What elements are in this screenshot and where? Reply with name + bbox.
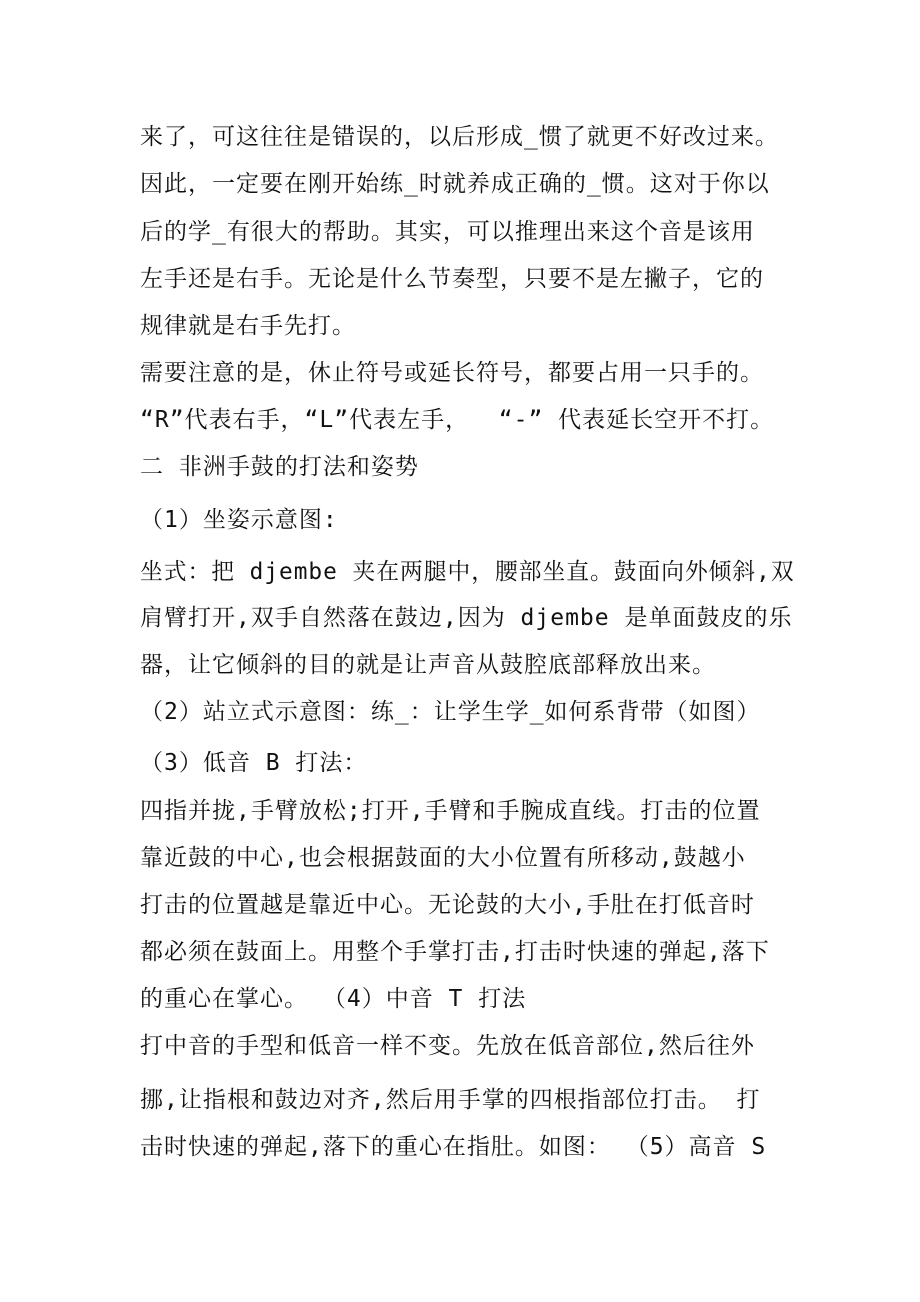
text-line: 都必须在鼓面上。用整个手掌打击,打击时快速的弹起,落下	[140, 939, 770, 965]
subsection-heading: （2）站立式示意图：练_：让学生学_如何系背带（如图）	[140, 699, 761, 725]
text-line: 因此，一定要在刚开始练_时就养成正确的_惯。这对于你以	[140, 171, 770, 197]
text-line: 的重心在掌心。 （4）中音 T 打法	[140, 986, 527, 1012]
text-line: 肩臂打开,双手自然落在鼓边,因为 djembe 是单面鼓皮的乐	[140, 605, 793, 631]
text-line: 规律就是右手先打。	[140, 313, 356, 339]
text-line: 击时快速的弹起,落下的重心在指肚。如图： （5）高音 S	[140, 1134, 767, 1160]
text-line: 器，让它倾斜的目的就是让声音从鼓腔底部释放出来。	[140, 652, 716, 678]
text-line: 挪,让指根和鼓边对齐,然后用手掌的四根指部位打击。 打	[140, 1087, 761, 1113]
subsection-heading: （1）坐姿示意图:	[140, 507, 338, 533]
text-line: 坐式：把 djembe 夹在两腿中，腰部坐直。鼓面向外倾斜,双	[140, 559, 795, 585]
text-line: 打击的位置越是靠近中心。无论鼓的大小,手肚在打低音时	[140, 892, 755, 918]
text-line: “R”代表右手，“L”代表左手， “-” 代表延长空开不打。	[140, 407, 775, 433]
section-heading: 二 非洲手鼓的打法和姿势	[140, 454, 419, 480]
text-line: 打中音的手型和低音一样不变。先放在低音部位,然后往外	[140, 1033, 755, 1059]
text-line: 需要注意的是，休止符号或延长符号，都要占用一只手的。	[140, 360, 764, 386]
text-line: 四指并拢,手臂放松;打开,手臂和手腕成直线。打击的位置	[140, 798, 761, 824]
text-line: 来了，可这往往是错误的，以后形成_惯了就更不好改过来。	[140, 124, 779, 150]
text-line: 左手还是右手。无论是什么节奏型，只要不是左撇子，它的	[140, 266, 764, 292]
text-line: 靠近鼓的中心,也会根据鼓面的大小位置有所移动,鼓越小	[140, 845, 746, 871]
text-line: 后的学_有很大的帮助。其实，可以推理出来这个音是该用	[140, 219, 755, 245]
subsection-heading: （3）低音 B 打法：	[140, 750, 368, 776]
